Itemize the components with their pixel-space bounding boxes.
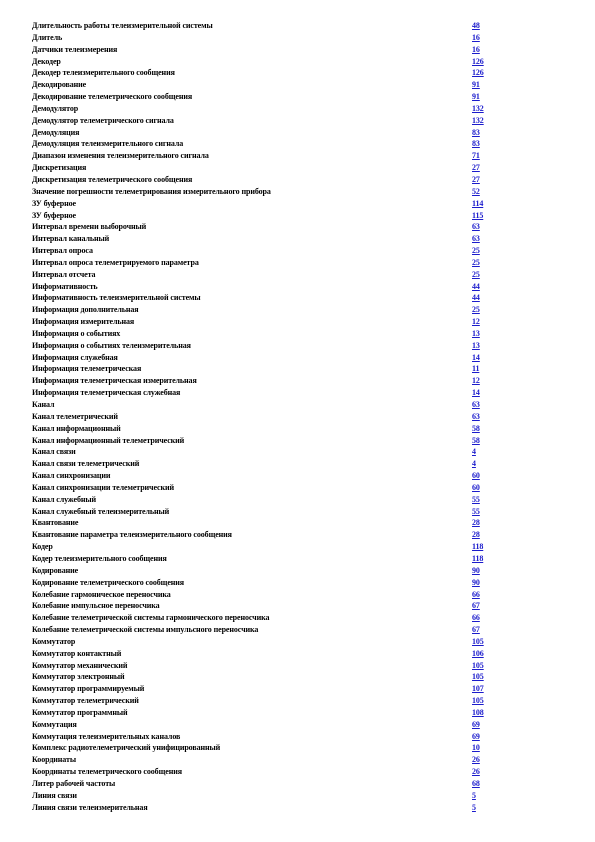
index-term: Информация служебная xyxy=(32,352,118,362)
index-entry xyxy=(32,435,492,447)
index-term: Линия связи телеизмерительная xyxy=(32,802,148,812)
index-entry xyxy=(32,506,492,518)
index-term: Декодирование xyxy=(32,80,87,90)
index-entry xyxy=(32,660,492,672)
index-entry xyxy=(32,221,492,233)
page-number-link[interactable]: 60 xyxy=(472,482,480,492)
page-number-link[interactable]: 27 xyxy=(472,163,480,173)
index-term: Коммутатор контактный xyxy=(32,648,122,658)
index-term: Кодер телеизмерительного сообщения xyxy=(32,553,167,563)
index-entry xyxy=(32,423,492,435)
index-term: Интервал опроса телеметрируемого параметра xyxy=(32,257,199,267)
index-term: Информация о событиях телеизмерительная xyxy=(32,340,191,350)
index-term: Информация измерительная xyxy=(32,317,135,327)
page-number-link[interactable]: 108 xyxy=(472,707,484,717)
index-term: Информативность xyxy=(32,281,98,291)
index-term: Канал информационный xyxy=(32,423,121,433)
page-number-link[interactable]: 68 xyxy=(472,779,480,788)
index-entry xyxy=(32,363,492,375)
index-term: Демодуляция телеизмерительного сигнала xyxy=(32,139,184,149)
index-term: Интервал канальный xyxy=(32,234,110,244)
page-number-link[interactable]: 28 xyxy=(472,530,480,540)
index-term: Информативность телеизмерительной системы xyxy=(32,293,201,303)
index-entry xyxy=(32,79,492,91)
page-number-link[interactable]: 126 xyxy=(472,68,484,78)
index-term: Датчики телеизмерения xyxy=(32,44,118,54)
page-number-link[interactable]: 63 xyxy=(472,234,480,244)
page-number-link[interactable]: 71 xyxy=(472,151,480,161)
page-number-link[interactable]: 25 xyxy=(472,305,480,315)
page-number-link[interactable]: 91 xyxy=(472,92,480,102)
index-term: Координаты xyxy=(32,755,76,765)
index-entry xyxy=(32,470,492,482)
page-number-link[interactable]: 83 xyxy=(472,127,480,137)
page-number-link[interactable]: 5 xyxy=(472,802,476,812)
page-number-link[interactable]: 67 xyxy=(472,601,480,611)
page-number-link[interactable]: 105 xyxy=(472,636,484,646)
index-term: Информация телеметрическая xyxy=(32,364,142,374)
index-term: Колебание телеметрической системы гармонического переносчика xyxy=(32,613,270,623)
page-number-link[interactable]: 115 xyxy=(472,210,484,220)
index-term: Коммутатор программируемый xyxy=(32,684,145,694)
index-entry xyxy=(32,281,492,293)
index-entry xyxy=(32,399,492,411)
page-number-link[interactable]: 16 xyxy=(472,44,480,54)
index-term: Кодер xyxy=(32,542,53,552)
index-term: Диапазон изменения телеизмерительного сигнала xyxy=(32,151,209,161)
index-entry xyxy=(32,210,492,222)
page-number-link[interactable]: 12 xyxy=(472,317,480,327)
page-number-link[interactable]: 26 xyxy=(472,755,480,765)
page-number-link[interactable]: 132 xyxy=(472,103,484,113)
index-entry xyxy=(32,754,492,766)
index-term: Декодирование телеметрического сообщения xyxy=(32,92,193,102)
index-entry xyxy=(32,707,492,719)
index-term: Координаты телеметрического сообщения xyxy=(32,767,182,777)
index-term: Колебание телеметрической системы импульсного переносчика xyxy=(32,625,259,635)
page-number-link[interactable]: 5 xyxy=(472,790,476,800)
index-term: Кодирование телеметрического сообщения xyxy=(32,577,185,587)
page-number-link[interactable]: 14 xyxy=(472,352,480,362)
index-term: Колебание импульсное переносчика xyxy=(32,601,160,611)
index-entry xyxy=(32,257,492,269)
index-term: Квантование параметра телеизмерительного сообщения xyxy=(32,530,232,540)
page-number-link[interactable]: 58 xyxy=(472,423,480,433)
page-number-link[interactable]: 16 xyxy=(472,32,480,42)
index-term: Квантование xyxy=(32,518,79,528)
index-term: Колебание гармоническое переносчика xyxy=(32,589,171,599)
index-term: Демодуляция xyxy=(32,127,80,137)
page-number-link[interactable]: 118 xyxy=(472,553,484,563)
index-term: Коммутатор программный xyxy=(32,707,128,717)
index-term: Канал служебный xyxy=(32,494,97,504)
index-entry xyxy=(32,624,492,636)
page-number-link[interactable]: 25 xyxy=(472,246,480,256)
index-term: ЗУ буферное xyxy=(32,198,76,208)
index-entry xyxy=(32,648,492,660)
index-term: Декодер xyxy=(32,56,61,66)
index-entry xyxy=(32,541,492,553)
index-entry xyxy=(32,20,492,32)
index-entry xyxy=(32,636,492,648)
index-term: Кодирование xyxy=(32,565,79,575)
index-entry xyxy=(32,517,492,529)
index-entry xyxy=(32,328,492,340)
index-term: Комплекс радиотелеметрический унифицированный xyxy=(32,743,221,753)
index-term: Линия связи xyxy=(32,790,77,800)
page-number-link[interactable]: 27 xyxy=(472,174,480,184)
index-entry xyxy=(32,162,492,174)
index-term: Канал телеметрический xyxy=(32,411,118,421)
index-entry xyxy=(32,577,492,589)
index-term: Интервал отсчета xyxy=(32,269,96,279)
page-number-link[interactable]: 13 xyxy=(472,340,480,350)
page-number-link[interactable]: 105 xyxy=(472,660,484,670)
index-entry xyxy=(32,340,492,352)
index-entry xyxy=(32,32,492,44)
index-term: Коммутация телеизмерительных каналов xyxy=(32,731,181,741)
index-entry xyxy=(32,802,492,814)
page-number-link[interactable]: 66 xyxy=(472,589,480,599)
page-number-link[interactable]: 90 xyxy=(472,577,480,587)
index-entry xyxy=(32,316,492,328)
index-term: Коммутатор xyxy=(32,636,76,646)
page-number-link[interactable]: 118 xyxy=(472,542,484,552)
index-entry xyxy=(32,695,492,707)
page-number-link[interactable]: 52 xyxy=(472,186,480,196)
index-entry xyxy=(32,778,492,790)
page-number-link[interactable]: 4 xyxy=(472,447,476,457)
index-term: Демодулятор xyxy=(32,103,79,113)
page-number-link[interactable]: 69 xyxy=(472,731,480,741)
index-entry xyxy=(32,612,492,624)
page-number-link[interactable]: 91 xyxy=(472,80,480,90)
index-term: Информация телеметрическая измерительная xyxy=(32,376,197,386)
page-number-link[interactable]: 44 xyxy=(472,281,480,291)
index-entry xyxy=(32,589,492,601)
index-entry xyxy=(32,56,492,68)
index-entry xyxy=(32,671,492,683)
page-number-link[interactable]: 66 xyxy=(472,613,480,623)
index-term: Дискретизация телеметрического сообщения xyxy=(32,174,193,184)
index-entry xyxy=(32,103,492,115)
index-entry xyxy=(32,352,492,364)
page-number-link[interactable]: 132 xyxy=(472,115,484,125)
index-entry xyxy=(32,150,492,162)
page-number-link[interactable]: 25 xyxy=(472,257,480,267)
index-entry xyxy=(32,186,492,198)
page-number-link[interactable]: 106 xyxy=(472,648,484,658)
page-number-link[interactable]: 67 xyxy=(472,625,480,635)
page-number-link[interactable]: 10 xyxy=(472,743,480,753)
index-term: Декодер телеизмерительного сообщения xyxy=(32,68,175,78)
index-term: Канал xyxy=(32,400,55,409)
index-entry xyxy=(32,115,492,127)
index-term: Канал синхронизации телеметрический xyxy=(32,482,174,492)
index-entry xyxy=(32,387,492,399)
index-entry xyxy=(32,742,492,754)
index-entry xyxy=(32,411,492,423)
index-entry xyxy=(32,458,492,470)
page-number-link[interactable]: 55 xyxy=(472,494,480,504)
index-term: Коммутатор телеметрический xyxy=(32,696,139,706)
index-entry xyxy=(32,731,492,743)
page-number-link[interactable]: 63 xyxy=(472,411,480,421)
page-number-link[interactable]: 26 xyxy=(472,767,480,777)
index-entry xyxy=(32,494,492,506)
index-term: Информация о событиях xyxy=(32,328,121,338)
index-term: Информация дополнительная xyxy=(32,305,139,315)
page-number-link[interactable]: 48 xyxy=(472,21,480,30)
index-entry xyxy=(32,719,492,731)
index-entry xyxy=(32,766,492,778)
page-number-link[interactable]: 83 xyxy=(472,139,480,149)
page-number-link[interactable]: 14 xyxy=(472,388,480,398)
page-number-link[interactable]: 63 xyxy=(472,400,480,409)
index-term: Интервал времени выборочный xyxy=(32,222,147,232)
page-number-link[interactable]: 60 xyxy=(472,471,480,481)
index-term: Канал связи xyxy=(32,447,76,457)
index-term: Канал служебный телеизмерительный xyxy=(32,506,170,516)
index-list xyxy=(32,20,492,814)
index-term: Канал синхронизации xyxy=(32,471,111,481)
page-number-link[interactable]: 69 xyxy=(472,719,480,729)
index-entry xyxy=(32,91,492,103)
page-number-link[interactable]: 105 xyxy=(472,696,484,706)
index-term: Коммутация xyxy=(32,719,77,729)
page-number-link[interactable]: 44 xyxy=(472,293,480,303)
page-number-link[interactable]: 13 xyxy=(472,328,480,338)
page-number-link[interactable]: 25 xyxy=(472,269,480,279)
index-entry xyxy=(32,565,492,577)
page-number-link[interactable]: 11 xyxy=(472,364,480,374)
index-term: Длитель xyxy=(32,32,63,42)
index-entry xyxy=(32,529,492,541)
index-entry xyxy=(32,44,492,56)
index-entry xyxy=(32,127,492,139)
index-entry xyxy=(32,683,492,695)
index-term: Канал информационный телеметрический xyxy=(32,435,185,445)
page-number-link[interactable]: 90 xyxy=(472,565,480,575)
index-term: Информация телеметрическая служебная xyxy=(32,388,181,398)
page-number-link[interactable]: 12 xyxy=(472,376,480,386)
page-number-link[interactable]: 55 xyxy=(472,506,480,516)
index-entry xyxy=(32,304,492,316)
index-entry xyxy=(32,375,492,387)
index-entry xyxy=(32,138,492,150)
index-term: Значение погрешности телеметрирования измерительного прибора xyxy=(32,186,271,196)
index-entry xyxy=(32,553,492,565)
index-entry xyxy=(32,245,492,257)
index-entry xyxy=(32,174,492,186)
index-entry xyxy=(32,600,492,612)
page-number-link[interactable]: 58 xyxy=(472,435,480,445)
index-term: ЗУ буферное xyxy=(32,210,76,220)
index-entry xyxy=(32,198,492,210)
page-number-link[interactable]: 4 xyxy=(472,459,476,469)
index-entry xyxy=(32,269,492,281)
page-number-link[interactable]: 28 xyxy=(472,518,480,528)
index-entry xyxy=(32,482,492,494)
index-term: Дискретизация xyxy=(32,163,87,173)
index-entry xyxy=(32,67,492,79)
page-number-link[interactable]: 105 xyxy=(472,672,484,682)
page-number-link[interactable]: 126 xyxy=(472,56,484,66)
index-entry xyxy=(32,233,492,245)
index-term: Литер рабочей частоты xyxy=(32,779,116,788)
index-term: Длительность работы телеизмерительной системы xyxy=(32,21,213,30)
index-term: Коммутатор механический xyxy=(32,660,128,670)
index-entry xyxy=(32,446,492,458)
index-entry xyxy=(32,292,492,304)
index-term: Интервал опроса xyxy=(32,246,93,256)
page-number-link[interactable]: 107 xyxy=(472,684,484,694)
index-term: Демодулятор телеметрического сигнала xyxy=(32,115,174,125)
page-number-link[interactable]: 114 xyxy=(472,198,484,208)
index-entry xyxy=(32,790,492,802)
index-term: Канал связи телеметрический xyxy=(32,459,140,469)
index-term: Коммутатор электронный xyxy=(32,672,125,682)
page-number-link[interactable]: 63 xyxy=(472,222,480,232)
